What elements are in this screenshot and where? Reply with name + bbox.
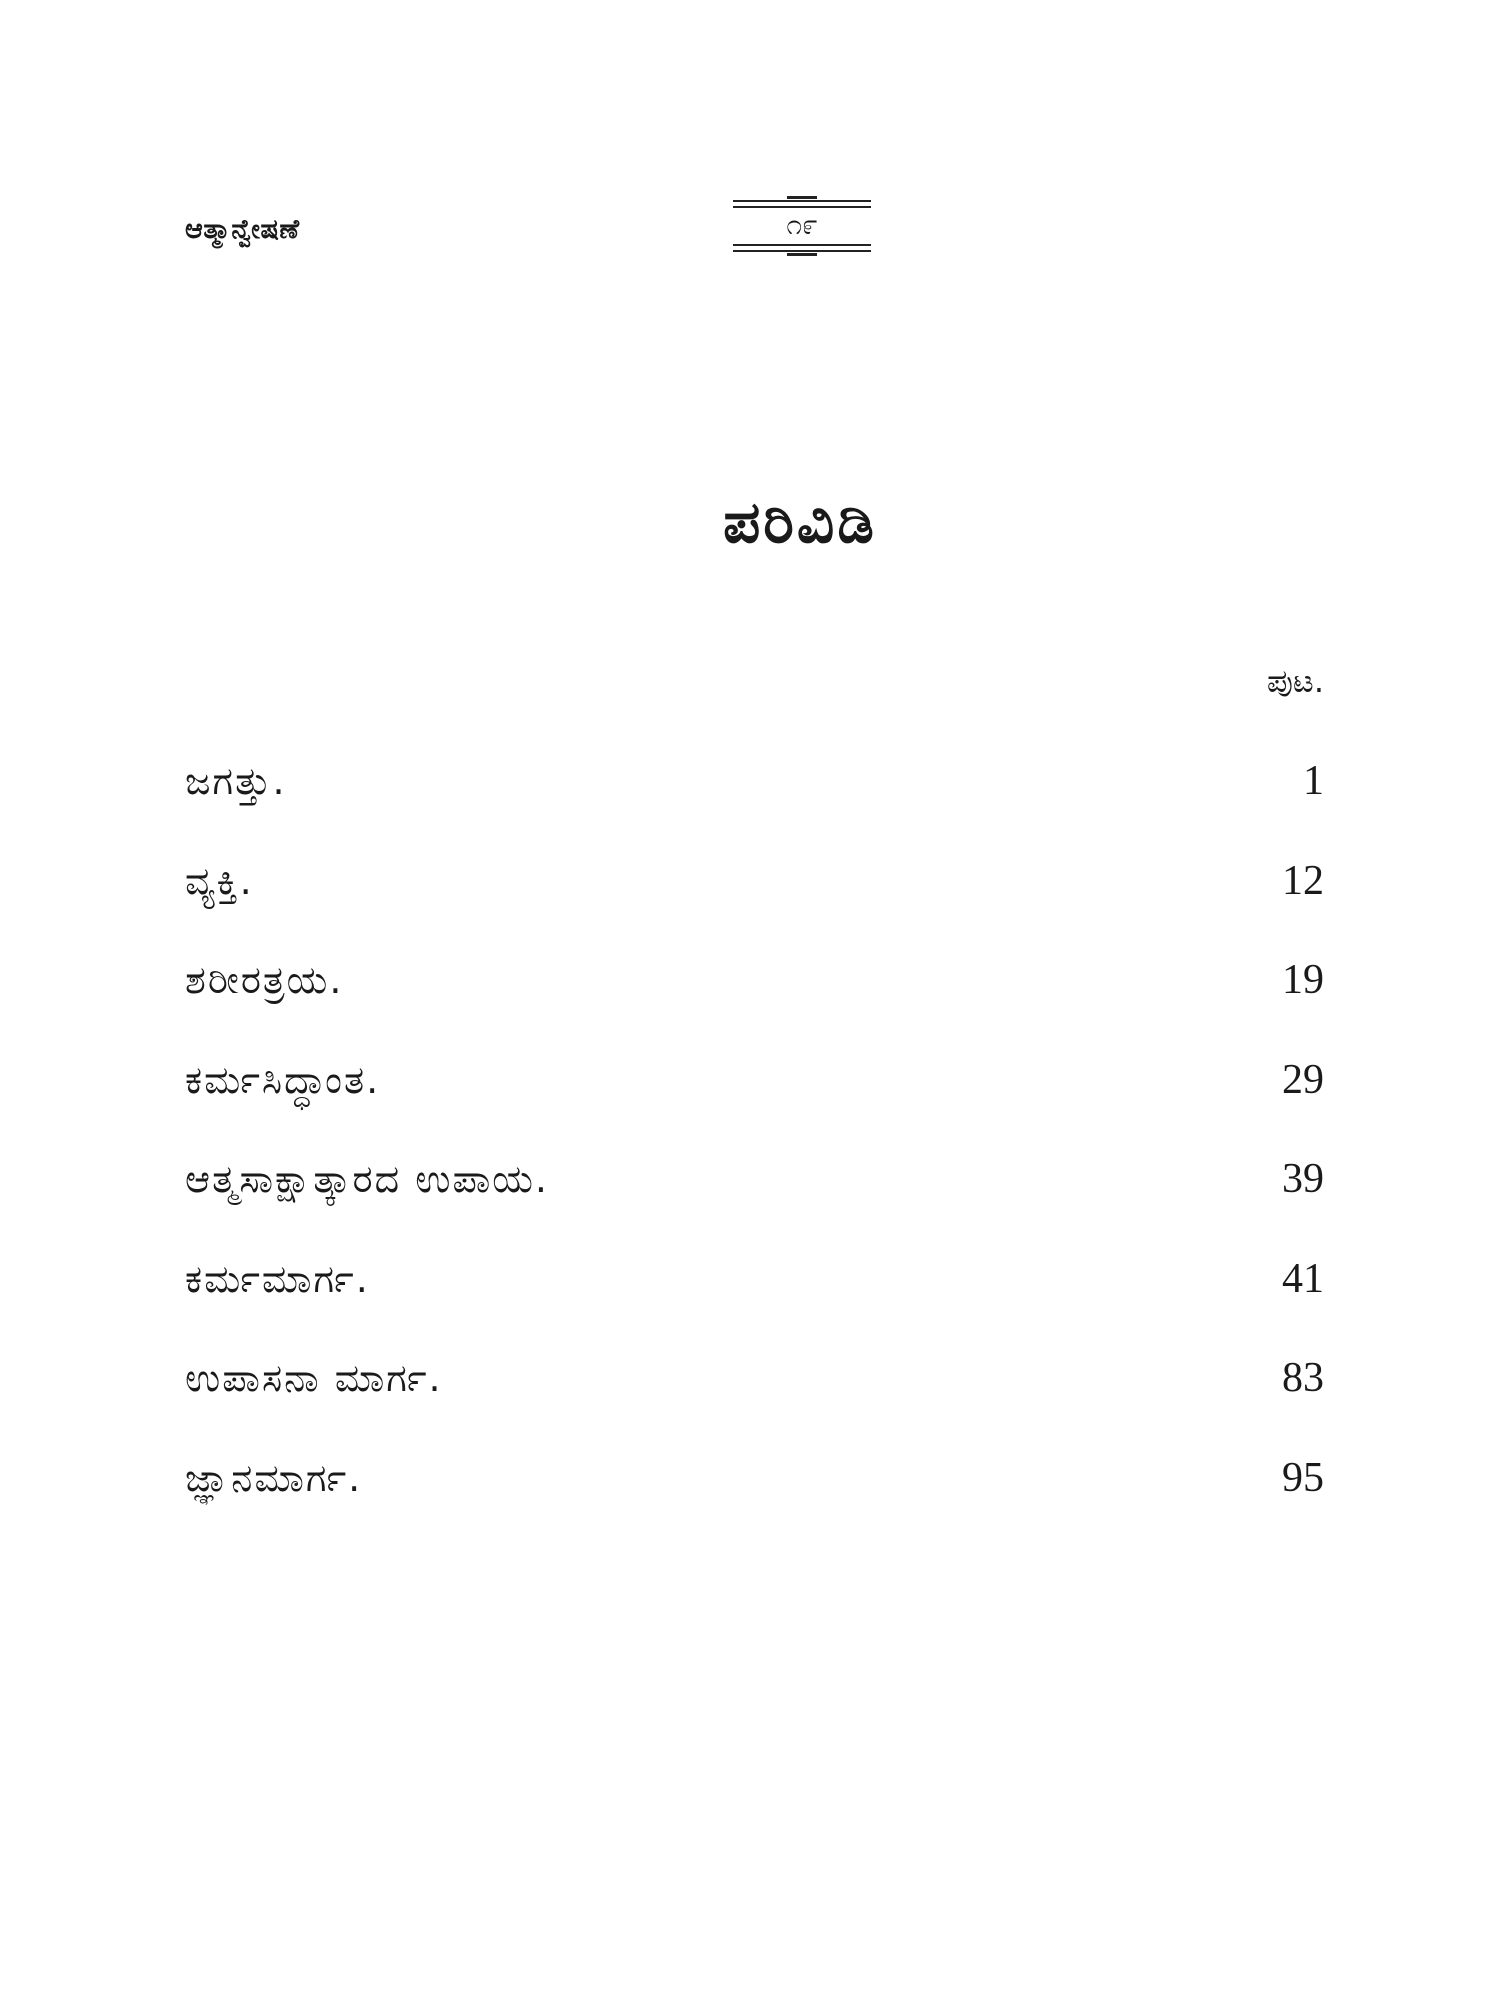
toc-entry-page: 41 — [1282, 1255, 1324, 1302]
toc-entry-page: 12 — [1282, 857, 1324, 904]
toc-entry-title: ಕರ್ಮಸಿದ್ಧಾಂತ. — [185, 1057, 381, 1102]
toc-entry-page: 83 — [1282, 1355, 1324, 1401]
page-number-box — [733, 196, 871, 256]
toc-entry — [185, 1453, 1324, 1553]
toc-entry-page: 95 — [1282, 1454, 1324, 1501]
toc-entry — [185, 756, 1324, 856]
folio-ornament-bottom — [787, 253, 817, 256]
toc-entry — [185, 856, 1324, 956]
toc-entry-title: ಉಪಾಸನಾ ಮಾರ್ಗ. — [185, 1356, 443, 1400]
toc-entry-title: ಕರ್ಮಮಾರ್ಗ. — [185, 1256, 370, 1301]
folio-rule — [733, 250, 871, 252]
toc-title: ಪರಿವಿಡಿ — [723, 488, 877, 556]
folio-rule — [733, 200, 871, 202]
folio-ornament-top — [787, 196, 817, 199]
toc-entry — [185, 955, 1324, 1055]
toc-entry-title: ಜಗತ್ತು. — [185, 759, 287, 803]
toc-entry-title: ವ್ಯಕ್ತಿ. — [185, 858, 254, 903]
page-number: ೧೯ — [786, 208, 818, 241]
toc-entry — [185, 1353, 1324, 1453]
toc-entry — [185, 1055, 1324, 1155]
toc-entry-page: 29 — [1282, 1056, 1324, 1103]
toc-entry-title: ಜ್ಞಾನಮಾರ್ಗ. — [185, 1455, 363, 1500]
toc-entry — [185, 1154, 1324, 1254]
running-head: ಆತ್ಮಾನ್ವೇಷಣೆ — [185, 214, 300, 245]
toc-entry-title: ಶರೀರತ್ರಯ. — [185, 958, 344, 1002]
toc-entry — [185, 1254, 1324, 1354]
toc-entry-page: 39 — [1282, 1156, 1324, 1202]
toc-list — [185, 756, 1324, 1552]
page-column-label: ಪುಟ. — [1266, 662, 1324, 700]
folio-rule — [733, 244, 871, 246]
toc-entry-page: 19 — [1282, 957, 1324, 1003]
toc-entry-title: ಆತ್ಮಸಾಕ್ಷಾತ್ಕಾರದ ಉಪಾಯ. — [185, 1157, 550, 1201]
toc-entry-page: 1 — [1303, 758, 1324, 804]
